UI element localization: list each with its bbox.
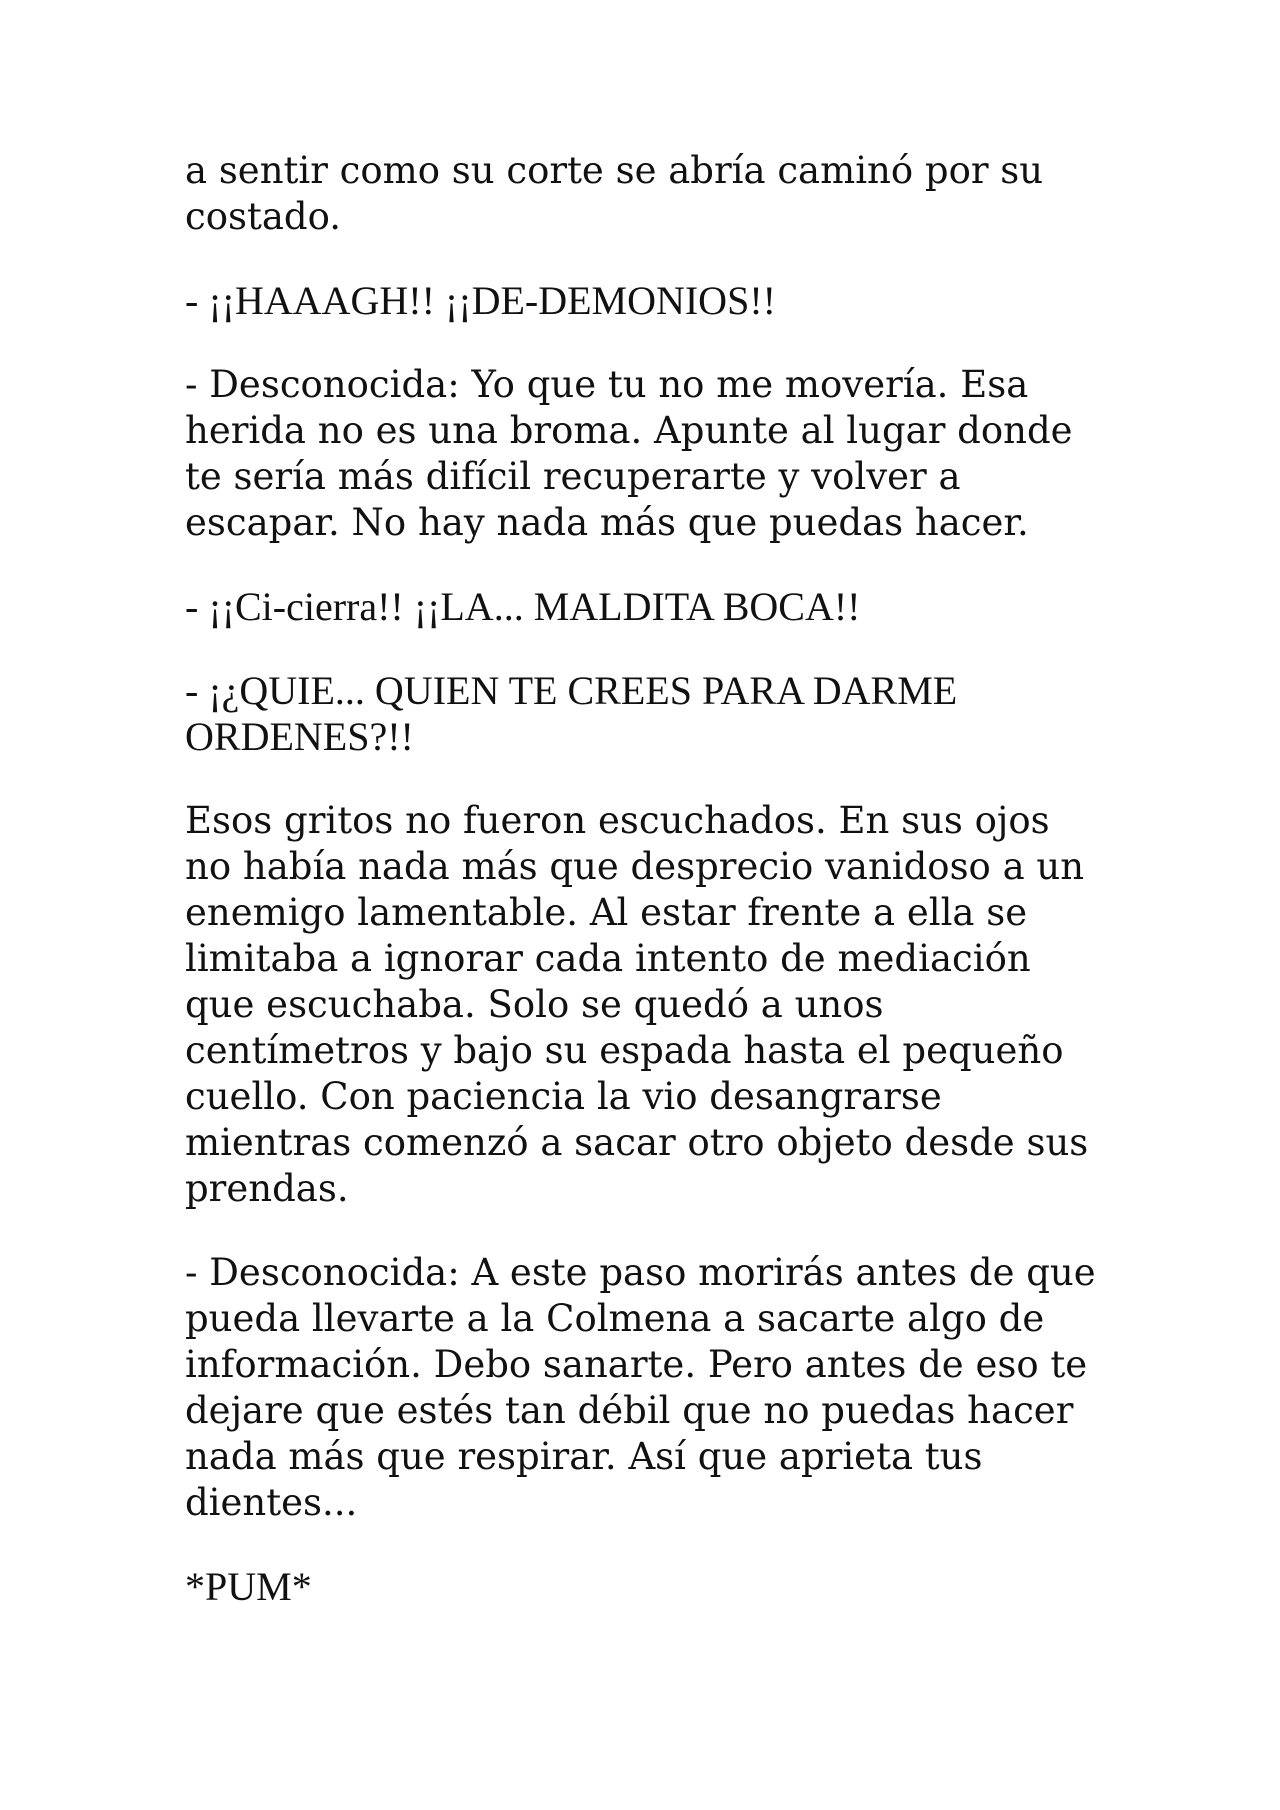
- paragraph-5-shout: - ¡¿QUIE... QUIEN TE CREES PARA DARME ORDENES?!!: [185, 668, 958, 759]
- paragraph-2-shout: - ¡¡HAAAGH!! ¡¡DE-DEMONIOS!!: [185, 278, 776, 323]
- paragraph-7-dialogue: - Desconocida: A este paso morirás antes de que pueda llevarte a la Colmena a sacarte algo de información. Debo sanarte. Pero antes de eso te dejare que estés tan débil que no puedas hacer nada más que respirar. Así que aprieta tus dientes...: [185, 1251, 1096, 1524]
- text-column: [185, 148, 1125, 1648]
- paragraph-3-dialogue: - Desconocida: Yo que tu no me movería. Esa herida no es una broma. Apunte al lugar donde te sería más difícil recuperarte y volver a escapar. No hay nada más que puedas hacer.: [185, 363, 1073, 544]
- paragraph-1: a sentir como su corte se abría caminó por su costado.: [185, 149, 1044, 238]
- paragraph-4-shout: - ¡¡Ci-cierra!! ¡¡LA... MALDITA BOCA!!: [185, 584, 861, 629]
- paragraph-6-narration: Esos gritos no fueron escuchados. En sus ojos no había nada más que desprecio vanidoso a un enemigo lamentable. Al estar frente a ella se limitaba a ignorar cada intento de mediación que escuchaba. Solo se quedó a unos centímetros y bajo su espada hasta el pequeño cuello. Con paciencia la vio desangrarse mientras comenzó a sacar otro objeto desde sus prendas.: [185, 799, 1089, 1210]
- paragraph-8-sound: *PUM*: [185, 1564, 312, 1609]
